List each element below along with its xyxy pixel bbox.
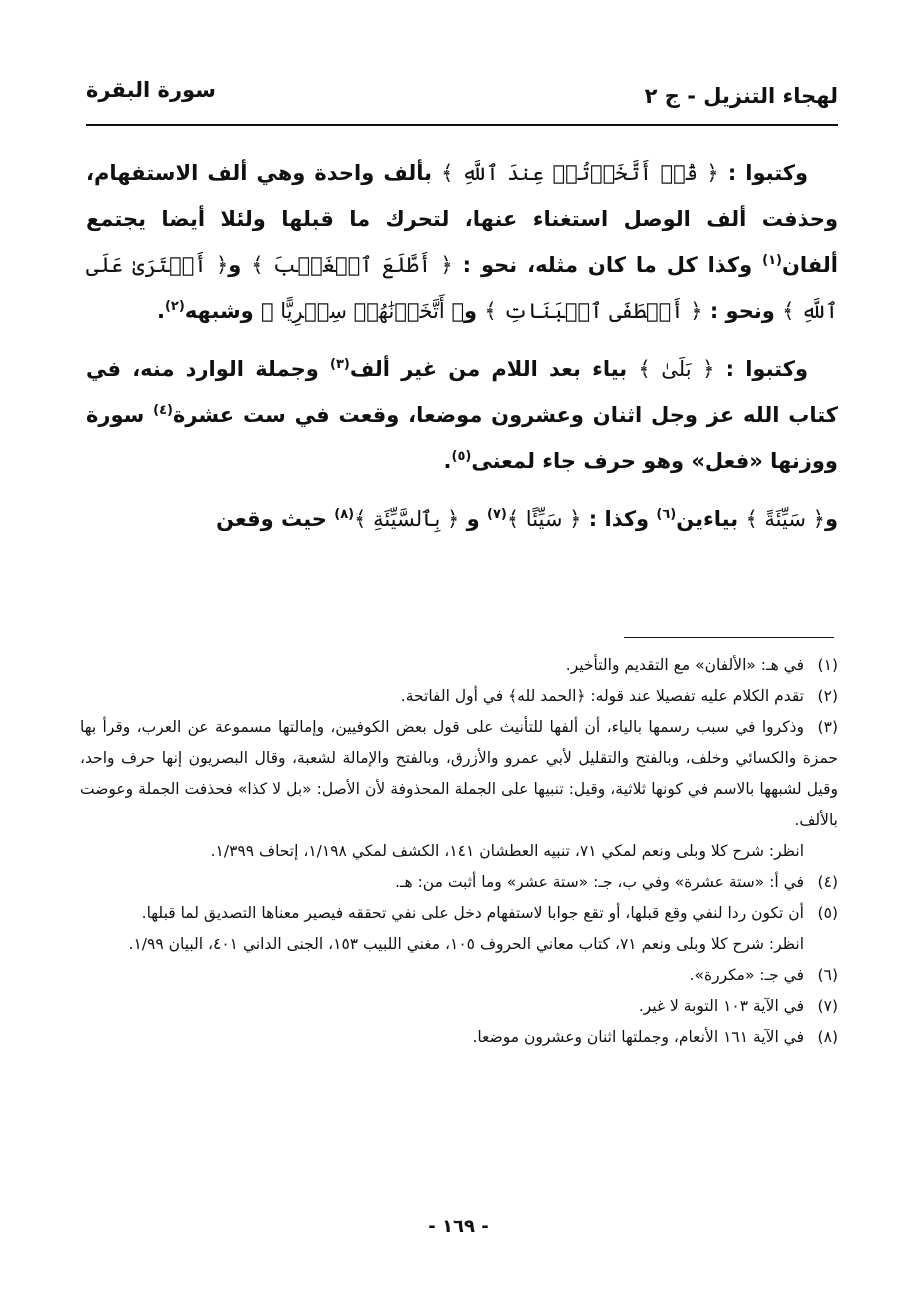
footnote-2 [80, 681, 838, 712]
text-run: و [824, 507, 838, 531]
footnote-8 [80, 1022, 838, 1053]
footnote-5-refs: انظر: شرح كلا وبلى ونعم ٧١، كتاب معاني الحروف ١٠٥، مغني اللبيب ١٥٣، الجنى الداني ٤٠١، البيان ١/٩٩. [128, 935, 804, 953]
quran-quote: ﴿ سَيِّئًا ﴾ [506, 507, 582, 531]
text-run: و [466, 507, 480, 531]
text-run: . [156, 299, 165, 323]
footnote-number: (٥) [817, 904, 838, 922]
footnote-7 [80, 991, 838, 1022]
text-run: وكذا : [588, 507, 650, 531]
footnote-6 [80, 960, 838, 991]
footnote-5 [80, 898, 838, 929]
footnote-text: في الآية ١٦١ الأنعام، وجملتها اثنان وعشرون موضعا. [472, 1028, 804, 1046]
footnote-number: (٢) [817, 687, 838, 705]
footnotes [80, 650, 838, 1053]
running-header [86, 74, 838, 122]
text-run: . [443, 449, 452, 473]
footnote-ref: (٣) [329, 357, 350, 372]
surah-title: سورة البقرة [86, 78, 216, 102]
quran-quote: ﴿ قُلۡ أَتَّخَذۡتُمۡ عِندَ ٱللَّهِ ﴾ [441, 161, 719, 185]
book-title: لهجاء التنزيل - ج ٢ [644, 84, 838, 108]
footnote-text: في أ: «ستة عشرة» وفي ب، جـ: «ستة عشر» وما أثبت من: هـ. [395, 873, 804, 891]
footnote-4 [80, 867, 838, 898]
text-run: حيث وقعن [216, 507, 327, 531]
text-run: وكتبوا : [725, 357, 808, 381]
footnote-number: (١) [817, 656, 838, 674]
text-run: وشبهه [184, 299, 254, 323]
footnote-1 [80, 650, 838, 681]
quran-quote: ﴿ أَطَّلَعَ ٱلۡغَيۡبَ ﴾ [251, 253, 453, 277]
footnote-text: في الآية ١٠٣ التوبة لا غير. [638, 997, 804, 1015]
text-run: وكذا كل ما كان مثله، نحو : [462, 253, 753, 277]
quran-quote: ﴿ أَتَّخَذۡنَٰهُمۡ سِخۡرِيًّا ﴾ [261, 299, 465, 323]
footnote-3-refs: انظر: شرح كلا وبلى ونعم لمكي ٧١، تنبيه العطشان ١٤١، الكشف لمكي ١/١٩٨، إتحاف ١/٣٩٩. [210, 842, 804, 860]
footnote-ref: (٨) [334, 507, 355, 522]
text-run: وكتبوا : [727, 161, 809, 185]
footnote-text: في جـ: «مكررة». [689, 966, 804, 984]
footnote-number: (٨) [817, 1028, 838, 1046]
footnote-3 [80, 712, 838, 836]
footnote-number: (٦) [817, 966, 838, 984]
header-divider [86, 124, 838, 126]
footnote-number: (٧) [817, 997, 838, 1015]
text-run: بألف واحدة وهي ألف الاستفهام، وحذفت ألف الوصل استغناء عنها، لتحرك ما قبلها ولئلا أيضا يجتمع ألفان [86, 161, 839, 277]
footnote-ref: (١) [762, 253, 782, 268]
text-run: و [228, 253, 242, 277]
footnote-text: وذكروا في سبب رسمها بالياء، أن ألفها للتأنيث على قول بعض الكوفيين، وإمالتها مسموعة عن العرب، وقرأ بها حمزة والكسائي وخلف، وبالفتح والتقليل لأبي عمرو والأزرق، وبالفتح والإمالة لشعبة، وقال البصريون إنها حرف واحد، وقيل لشبهها بالاسم في كونها ثلاثية، وقيل: تنبيها على الجملة المحذوفة لأن الأصل: «بل لا كذا» فحذفت الجملة وعوضت بالألف. [80, 718, 838, 829]
quran-quote: ﴿ سَيِّئَةً ﴾ [745, 507, 825, 531]
page-number: - ١٦٩ - [428, 1216, 489, 1237]
footnote-ref: (٢) [164, 299, 185, 314]
text-run: و [464, 299, 478, 323]
quran-quote: ﴿ بَلَىٰ ﴾ [638, 357, 715, 381]
footnote-number: (٤) [817, 873, 838, 891]
quran-quote: ﴿ أَصۡطَفَى ٱلۡبَنَاتِ ﴾ [484, 299, 703, 323]
footnote-text: تقدم الكلام عليه تفصيلا عند قوله: ﴿الحمد لله﴾ في أول الفاتحة. [400, 687, 804, 705]
quran-quote: ﴿ أَفۡتَرَىٰ عَلَى ٱللَّهِ ﴾ [86, 253, 838, 323]
footnote-ref: (٦) [656, 507, 677, 522]
paragraph-2 [86, 346, 838, 484]
text-run: بياءين [676, 507, 739, 531]
footnote-ref: (٤) [153, 403, 173, 418]
main-text [86, 150, 838, 554]
footnote-number: (٣) [817, 718, 838, 736]
text-run: وجملة الوارد منه، في كتاب الله عز وجل اثنان وعشرون موضعا، وقعت في ست عشرة [86, 357, 838, 427]
footnote-divider [624, 637, 834, 638]
footnote-ref: (٥) [451, 449, 472, 464]
paragraph-1 [86, 150, 838, 334]
footnote-text: أن تكون ردا لنفي وقع قبلها، أو تقع جوابا لاستفهام دخل على نفي تحققه فيصير معناها التصديق لما قبلها. [141, 904, 804, 922]
footnote-text: في هـ: «الألفان» مع التقديم والتأخير. [565, 656, 804, 674]
paragraph-3 [86, 496, 838, 542]
text-run: سورة ووزنها «فعل» وهو حرف جاء لمعنى [86, 403, 838, 473]
text-run: بياء بعد اللام من غير ألف [349, 357, 628, 381]
footnote-ref: (٧) [486, 507, 507, 522]
text-run: ونحو : [709, 299, 775, 323]
quran-quote: ﴿ بِٱلسَّيِّئَةِ ﴾ [354, 507, 460, 531]
